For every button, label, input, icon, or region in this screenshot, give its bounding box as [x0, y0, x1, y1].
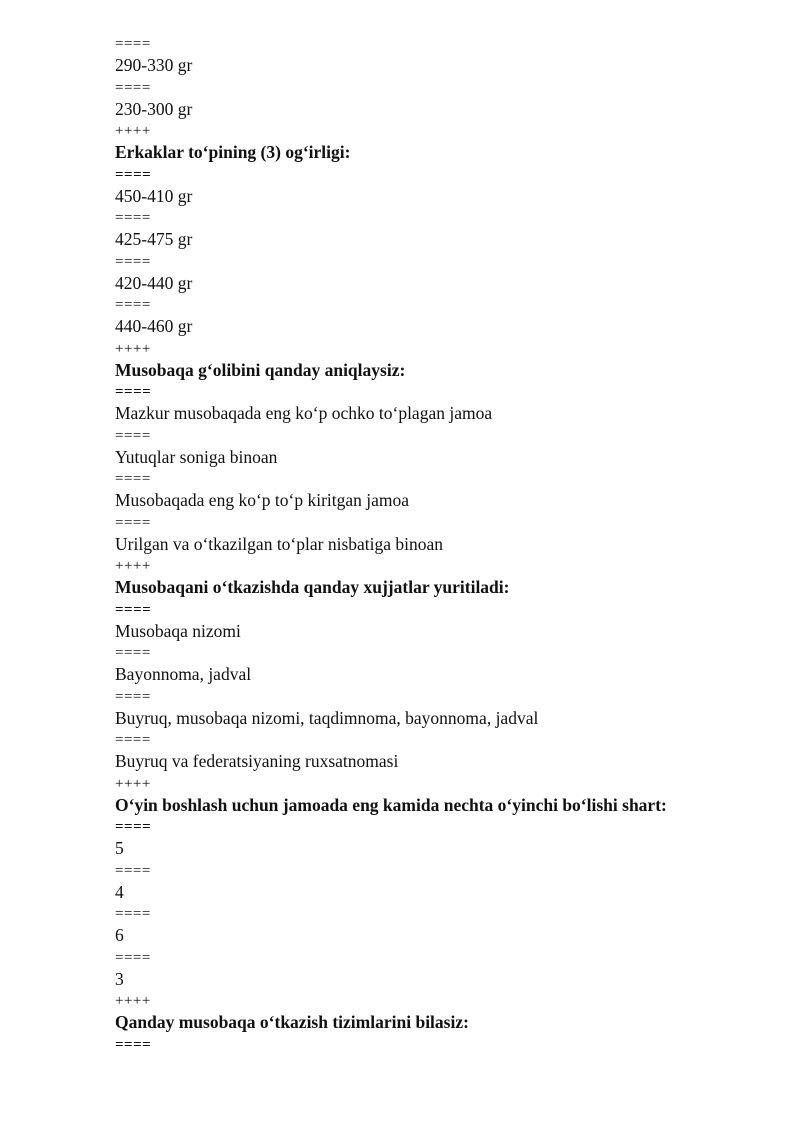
- answer-option: Mazkur musobaqada eng ko‘p ochko to‘plagan jamoa: [115, 403, 493, 423]
- separator-line: ++++: [115, 775, 151, 792]
- separator-line: ++++: [115, 993, 151, 1009]
- separator-line: ====: [115, 166, 152, 183]
- separator-line: ====: [115, 645, 151, 661]
- answer-option: 420-440 gr: [115, 272, 193, 293]
- separator-line: ====: [115, 471, 151, 487]
- separator-line: ====: [115, 906, 151, 922]
- separator-line: ====: [115, 384, 152, 400]
- answer-option: 5: [115, 838, 124, 858]
- separator-line: ====: [115, 427, 151, 444]
- answer-option: Musobaqa nizomi: [115, 620, 241, 641]
- separator-line: ====: [115, 949, 151, 966]
- answer-option: Buyruq va federatsiyaning ruxsatnomasi: [115, 751, 399, 771]
- question-text: Musobaqani o‘tkazishda qanday xujjatlar yuritiladi:: [115, 577, 510, 597]
- separator-line: ====: [115, 36, 151, 52]
- separator-line: ====: [115, 297, 151, 313]
- separator-line: ++++: [115, 558, 151, 574]
- answer-option: Bayonnoma, jadval: [115, 664, 252, 684]
- answer-option: 450-410 gr: [115, 185, 193, 206]
- answer-option: 4: [115, 881, 124, 902]
- question-text: Qanday musobaqa o‘tkazish tizimlarini bilasiz:: [115, 1012, 469, 1032]
- answer-option: 3: [115, 968, 124, 989]
- separator-line: ====: [115, 514, 151, 531]
- answer-option: Urilgan va o‘tkazilgan to‘plar nisbatiga binoan: [115, 533, 444, 554]
- separator-line: ====: [115, 688, 151, 705]
- answer-option: Yutuqlar soniga binoan: [115, 446, 278, 467]
- answer-option: 230-300 gr: [115, 98, 193, 119]
- answer-option: 440-460 gr: [115, 316, 193, 336]
- answer-option: Buyruq, musobaqa nizomi, taqdimnoma, bayonnoma, jadval: [115, 707, 539, 728]
- separator-line: ====: [115, 1036, 152, 1053]
- document-body: [115, 36, 775, 1053]
- answer-option: Musobaqada eng ko‘p to‘p kiritgan jamoa: [115, 490, 410, 510]
- question-text: Musobaqa g‘olibini qanday aniqlaysiz:: [115, 359, 406, 380]
- answer-option: 290-330 gr: [115, 55, 193, 75]
- separator-line: ====: [115, 819, 152, 835]
- separator-line: ====: [115, 732, 151, 748]
- separator-line: ====: [115, 253, 151, 270]
- separator-line: ====: [115, 210, 151, 226]
- answer-option: 6: [115, 925, 124, 945]
- separator-line: ++++: [115, 340, 151, 357]
- question-text: O‘yin boshlash uchun jamoada eng kamida nechta o‘yinchi bo‘lishi shart:: [115, 794, 667, 815]
- separator-line: ====: [115, 862, 151, 879]
- question-text: Erkaklar to‘pining (3) og‘irligi:: [115, 142, 351, 162]
- answer-option: 425-475 gr: [115, 229, 193, 249]
- separator-line: ====: [115, 601, 152, 618]
- separator-line: ====: [115, 79, 151, 96]
- separator-line: ++++: [115, 123, 151, 139]
